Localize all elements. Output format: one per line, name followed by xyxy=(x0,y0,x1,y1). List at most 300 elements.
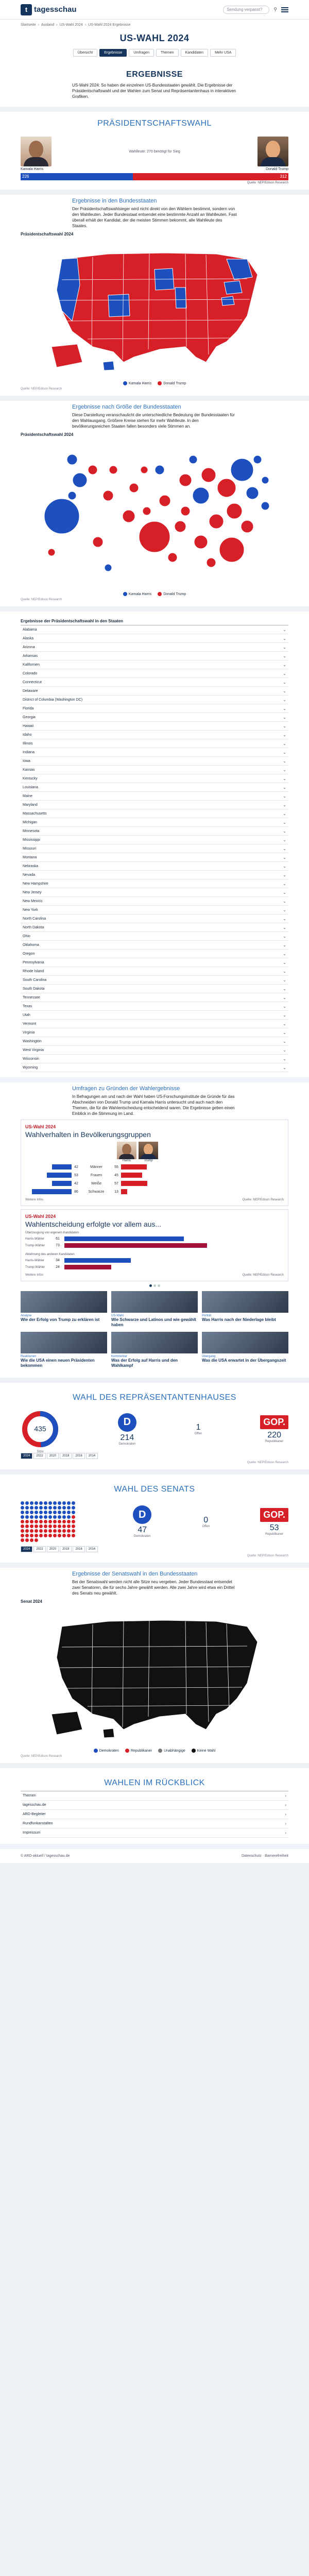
state-name: Virginia xyxy=(23,1030,35,1035)
senate-seat xyxy=(25,1534,29,1537)
retro-item[interactable] xyxy=(21,1819,288,1828)
senate-seat xyxy=(48,1534,52,1537)
state-name: Rhode Island xyxy=(23,969,44,973)
dem-bar xyxy=(52,1164,72,1170)
senate-seat xyxy=(21,1520,24,1523)
chevron-down-icon: ⌄ xyxy=(283,1056,286,1061)
chevron-down-icon: ⌄ xyxy=(283,960,286,965)
state-name: North Carolina xyxy=(23,917,46,921)
teaser-card[interactable] xyxy=(21,1332,107,1368)
senate-seat xyxy=(30,1511,33,1514)
rep-state-bubble xyxy=(139,521,170,552)
teaser-headline: Was Harris nach der Niederlage bleibt xyxy=(202,1317,276,1322)
state-row[interactable] xyxy=(21,985,288,993)
year-tab[interactable]: 2014 xyxy=(86,1546,98,1552)
chevron-down-icon: ⌄ xyxy=(283,872,286,877)
surveys-title: Umfragen zu Gründen der Wahlergebnisse xyxy=(72,1086,180,1092)
chevron-down-icon: ⌄ xyxy=(283,881,286,886)
senate-seat xyxy=(72,1524,75,1528)
results-intro: US-Wahl 2024: So haben die einzelnen US-Bundesstaaten gewählt. Die Ergebnisse der Präsidentschaftswahl und der Wahlen zum Senat und Repräsentantenhaus in interaktiven Grafiken. xyxy=(72,83,236,99)
search-placeholder: Sendung verpasst? xyxy=(227,7,263,12)
chevron-down-icon: ⌄ xyxy=(283,636,286,641)
state-row[interactable] xyxy=(21,792,288,801)
retro-item[interactable] xyxy=(21,1801,288,1810)
dem-value: 42 xyxy=(74,1181,78,1185)
rep-bar xyxy=(121,1164,147,1170)
democrat-logo-icon: D xyxy=(133,1505,151,1524)
rep-state-bubble xyxy=(207,558,216,567)
tab-surveys[interactable]: Umfragen xyxy=(129,49,154,57)
breadcrumb-item[interactable]: Ausland xyxy=(41,23,55,27)
year-tab[interactable]: 2022 xyxy=(33,1546,45,1552)
senate-seat xyxy=(53,1515,57,1519)
year-tab[interactable]: 2024 xyxy=(21,1546,32,1552)
dem-state-bubble xyxy=(231,459,253,481)
senate-seat xyxy=(35,1506,38,1510)
teaser-image xyxy=(202,1291,288,1313)
state-row[interactable] xyxy=(21,696,288,704)
state-row[interactable] xyxy=(21,687,288,696)
chevron-down-icon: ⌄ xyxy=(283,645,286,650)
dem-state-bubble xyxy=(261,502,269,510)
dem-bar xyxy=(47,1173,72,1178)
senate-seat xyxy=(58,1520,61,1523)
chevron-down-icon: ⌄ xyxy=(283,732,286,737)
state-row[interactable] xyxy=(21,1055,288,1063)
senate-seat xyxy=(44,1529,47,1533)
senate-seat xyxy=(21,1501,24,1505)
survey-row xyxy=(25,1180,284,1187)
teaser-card[interactable] xyxy=(21,1291,107,1328)
state-name: Illinois xyxy=(23,741,33,745)
chevron-down-icon: ⌄ xyxy=(283,680,286,685)
state-row[interactable] xyxy=(21,932,288,941)
state-row[interactable] xyxy=(21,958,288,967)
year-tab[interactable]: 2020 xyxy=(47,1546,59,1552)
house-other-caption: Offen xyxy=(194,1432,202,1435)
survey-title: Wahlentscheidung erfolgte vor allem aus... xyxy=(25,1220,162,1228)
state-name: Colorado xyxy=(23,671,38,675)
senate-seat xyxy=(62,1524,66,1528)
senate-seat xyxy=(21,1511,24,1514)
senate-seat xyxy=(53,1524,57,1528)
state-row[interactable] xyxy=(21,879,288,888)
state-name: Oklahoma xyxy=(23,943,39,947)
state-results-list xyxy=(21,625,288,1072)
senate-seat xyxy=(30,1529,33,1533)
state-table-title: Ergebnisse der Präsidentschaftswahl in den Staaten xyxy=(21,619,124,623)
state-name: Indiana xyxy=(23,750,35,754)
senate-seat xyxy=(39,1515,43,1519)
rep-state-bubble xyxy=(194,535,208,549)
dem-state-bubble xyxy=(253,455,262,464)
legend-ind: Unabhängige xyxy=(158,1749,185,1753)
state-name: Pennsylvania xyxy=(23,960,44,964)
senate-seat xyxy=(48,1511,52,1514)
motivation-bar xyxy=(64,1258,131,1263)
trump-photo xyxy=(258,137,288,166)
state-row[interactable] xyxy=(21,897,288,906)
majority-note: Wahlleute: 270 benötigt für Sieg xyxy=(129,150,180,154)
state-row[interactable] xyxy=(21,774,288,783)
state-name: Alaska xyxy=(23,636,34,640)
state-row[interactable] xyxy=(21,783,288,792)
senate-seat xyxy=(58,1524,61,1528)
teaser-kicker: Kommentar xyxy=(111,1355,128,1358)
year-tab[interactable]: 2018 xyxy=(60,1546,72,1552)
tab-candidates[interactable]: Kandidaten xyxy=(181,49,208,57)
senate-seat xyxy=(58,1511,61,1514)
state-row[interactable] xyxy=(21,844,288,853)
rep-state-bubble xyxy=(241,520,253,533)
senate-seat xyxy=(21,1529,24,1533)
senate-seat xyxy=(25,1529,29,1533)
legend-none: Keine Wahl xyxy=(192,1749,216,1753)
state-row[interactable] xyxy=(21,914,288,923)
senate-title: WAHL DES SENATS xyxy=(114,1485,195,1494)
state-row[interactable] xyxy=(21,1020,288,1028)
retro-item-label: Impressum xyxy=(23,1831,41,1835)
retro-item-label: ARD-Begleiter xyxy=(23,1812,46,1816)
senate-seat xyxy=(53,1511,57,1514)
search-input[interactable] xyxy=(223,6,269,14)
survey-card-motivation xyxy=(21,1209,288,1281)
state-row[interactable] xyxy=(21,801,288,809)
chevron-down-icon: ⌄ xyxy=(283,802,286,807)
chevron-down-icon: ⌄ xyxy=(283,925,286,930)
senate-seat xyxy=(62,1534,66,1537)
teaser-card[interactable] xyxy=(111,1332,198,1368)
motivation-bar xyxy=(64,1236,184,1241)
motivation-row xyxy=(25,1235,284,1242)
motivation-bar xyxy=(64,1243,207,1248)
year-tab[interactable]: 2016 xyxy=(73,1453,84,1459)
tab-overview[interactable]: Übersicht xyxy=(73,49,98,57)
chevron-down-icon: ⌄ xyxy=(283,1065,286,1070)
state-row[interactable] xyxy=(21,625,288,634)
senate-rep-caption: Republikaner xyxy=(265,1532,284,1536)
state-row[interactable] xyxy=(21,1046,288,1055)
menu-icon[interactable] xyxy=(281,7,288,12)
year-tab[interactable]: 2022 xyxy=(33,1453,45,1459)
senate-seat xyxy=(39,1534,43,1537)
retro-item[interactable] xyxy=(21,1810,288,1819)
chevron-down-icon: ⌄ xyxy=(283,890,286,895)
surveys-text: In Befragungen am und nach der Wahl haben US-Forschungsinstitute die Gründe für das Abschneiden von Donald Trump und Kamala Harris untersucht und auch nach den Themen, die für die Wahlentscheidung entscheidend waren. Die Ergebnisse geben einen Einblick in die Stimmung im Land. xyxy=(72,1094,235,1116)
motivation-row xyxy=(25,1257,284,1264)
state-row[interactable] xyxy=(21,993,288,1002)
harris-photo-small xyxy=(117,1142,136,1159)
state-row[interactable] xyxy=(21,739,288,748)
state-row[interactable] xyxy=(21,704,288,713)
teaser-card[interactable] xyxy=(202,1332,288,1368)
survey-more-link[interactable]: Weitere Infos xyxy=(25,1274,44,1277)
chevron-down-icon: ⌄ xyxy=(283,627,286,632)
state-row[interactable] xyxy=(21,967,288,976)
senate-seat xyxy=(35,1538,38,1542)
house-total: 435 xyxy=(34,1425,46,1433)
senate-seat xyxy=(58,1506,61,1510)
dem-value: 53 xyxy=(74,1173,78,1177)
senate-map-source: Quelle: NEP/Edison Research xyxy=(21,1755,62,1758)
senate-seat xyxy=(44,1534,47,1537)
state-row[interactable] xyxy=(21,818,288,827)
rep-value: 13 xyxy=(114,1190,118,1194)
state-row[interactable] xyxy=(21,888,288,897)
senate-other-count: 0 xyxy=(203,1515,209,1524)
state-row[interactable] xyxy=(21,862,288,871)
motivation-bar xyxy=(64,1265,111,1269)
senate-seat xyxy=(21,1506,24,1510)
state-name: Arkansas xyxy=(23,654,38,658)
state-name: Minnesota xyxy=(23,829,40,833)
senate-seat xyxy=(62,1520,66,1523)
senate-seat xyxy=(39,1501,43,1505)
state-row[interactable] xyxy=(21,853,288,862)
senate-map-svg xyxy=(31,1606,278,1745)
state-row[interactable] xyxy=(21,827,288,836)
page-title: US-WAHL 2024 xyxy=(0,30,309,46)
breadcrumb-item[interactable]: Startseite xyxy=(21,23,36,27)
rep-bar xyxy=(121,1181,147,1186)
senate-seat xyxy=(44,1501,47,1505)
rep-state-bubble xyxy=(129,483,139,493)
state-row[interactable] xyxy=(21,976,288,985)
senate-seat xyxy=(35,1529,38,1533)
house-year-tabs xyxy=(21,1453,288,1459)
senate-map-label: Senat 2024 xyxy=(21,1599,42,1604)
state-name: District of Columbia (Washington DC) xyxy=(23,698,83,702)
state-row[interactable] xyxy=(21,950,288,958)
retro-item[interactable] xyxy=(21,1791,288,1801)
chevron-down-icon: ⌄ xyxy=(283,1004,286,1009)
us-results-map[interactable] xyxy=(31,239,278,385)
state-row[interactable] xyxy=(21,766,288,774)
retro-item-label: Themen xyxy=(23,1794,36,1798)
site-logo[interactable] xyxy=(21,4,77,15)
voter-group-label: Harris-Wähler xyxy=(25,1237,45,1241)
chevron-right-icon: › xyxy=(285,1812,286,1817)
house-rep-count: 220 xyxy=(267,1431,281,1439)
dem-electoral-bar: 226 xyxy=(21,173,133,180)
year-tab[interactable]: 2016 xyxy=(73,1546,84,1552)
state-name: Ohio xyxy=(23,934,30,938)
chevron-down-icon: ⌄ xyxy=(283,706,286,711)
chevron-down-icon: ⌄ xyxy=(283,697,286,702)
tab-topics[interactable]: Themen xyxy=(156,49,179,57)
state-name: Utah xyxy=(23,1013,30,1017)
survey-more-link[interactable]: Weitere Infos xyxy=(25,1198,44,1201)
rep-state-bubble xyxy=(209,514,224,529)
state-name: Oregon xyxy=(23,952,35,956)
state-row[interactable] xyxy=(21,634,288,643)
chevron-down-icon: ⌄ xyxy=(283,828,286,834)
state-name: Wyoming xyxy=(23,1065,38,1070)
state-row[interactable] xyxy=(21,941,288,950)
dem-state-bubble xyxy=(67,454,77,465)
state-row[interactable] xyxy=(21,713,288,722)
year-tab[interactable]: 2018 xyxy=(60,1453,72,1459)
state-row[interactable] xyxy=(21,660,288,669)
senate-seat xyxy=(48,1529,52,1533)
senate-year-tabs xyxy=(21,1546,288,1552)
senate-seat xyxy=(67,1529,71,1533)
senate-seat xyxy=(30,1538,33,1542)
senate-seat xyxy=(53,1501,57,1505)
state-row[interactable] xyxy=(21,669,288,678)
chevron-down-icon: ⌄ xyxy=(283,653,286,658)
year-tab[interactable]: 2024 xyxy=(21,1453,32,1459)
teaser-headline: Was die USA erwartet in der Übergangszeit xyxy=(202,1358,286,1363)
legend-rep: Donald Trump xyxy=(158,592,186,596)
teaser-card[interactable] xyxy=(111,1291,198,1328)
state-row[interactable] xyxy=(21,722,288,731)
chevron-down-icon: ⌄ xyxy=(283,934,286,939)
map2-source: Quelle: NEP/Edison Research xyxy=(21,598,62,601)
senate-seat xyxy=(30,1534,33,1537)
senate-seat xyxy=(21,1524,24,1528)
state-name: Massachusetts xyxy=(23,811,47,816)
state-row[interactable] xyxy=(21,836,288,844)
senate-seat xyxy=(30,1506,33,1510)
bubble-map[interactable] xyxy=(31,439,278,596)
senate-map[interactable] xyxy=(31,1606,278,1753)
dem-state-bubble xyxy=(44,499,79,534)
rep-state-bubble xyxy=(227,503,242,519)
senate-seat xyxy=(35,1520,38,1523)
breadcrumb-item[interactable]: US-Wahl 2024 xyxy=(59,23,83,27)
democrat-logo-icon: D xyxy=(118,1413,136,1432)
rep-state-bubble xyxy=(179,474,192,486)
rep-bar xyxy=(121,1173,142,1178)
state-row[interactable] xyxy=(21,923,288,932)
rep-state-bubble xyxy=(48,549,55,556)
tab-results[interactable]: Ergebnisse xyxy=(99,49,127,57)
state-row[interactable] xyxy=(21,906,288,914)
senate-seat xyxy=(25,1538,29,1542)
state-name: New Jersey xyxy=(23,890,42,894)
motivation-row xyxy=(25,1242,284,1249)
chevron-right-icon: › xyxy=(285,1831,286,1835)
retro-item[interactable] xyxy=(21,1828,288,1838)
house-rep-caption: Republikaner xyxy=(265,1440,284,1443)
rep-electoral-bar: 312 xyxy=(133,173,288,180)
state-row[interactable] xyxy=(21,748,288,757)
teaser-card[interactable] xyxy=(202,1291,288,1328)
group-label: Weiße xyxy=(91,1181,102,1185)
senate-seat xyxy=(53,1520,57,1523)
senate-seat xyxy=(58,1501,61,1505)
chevron-down-icon: ⌄ xyxy=(283,951,286,956)
dem-bar xyxy=(52,1181,72,1186)
state-name: South Carolina xyxy=(23,978,47,982)
retro-item-label: tagesschau.de xyxy=(23,1803,46,1807)
state-row[interactable] xyxy=(21,871,288,879)
senate-seat xyxy=(58,1529,61,1533)
state-row[interactable] xyxy=(21,1028,288,1037)
state-name: Washington xyxy=(23,1039,42,1043)
state-row[interactable] xyxy=(21,643,288,652)
senate-seat xyxy=(39,1506,43,1510)
teaser-headline: Was der Erfolg auf Harris und den Wahlkampf xyxy=(111,1358,178,1368)
carousel-dots[interactable] xyxy=(0,1284,309,1287)
senate-seat xyxy=(72,1506,75,1510)
house-source: Quelle: NEP/Edison Research xyxy=(247,1461,288,1464)
state-row[interactable] xyxy=(21,678,288,687)
chevron-down-icon: ⌄ xyxy=(283,1012,286,1018)
chevron-down-icon: ⌄ xyxy=(283,741,286,746)
state-row[interactable] xyxy=(21,1002,288,1011)
chevron-right-icon: › xyxy=(285,1793,286,1798)
state-row[interactable] xyxy=(21,652,288,660)
senate-seat xyxy=(72,1501,75,1505)
chevron-down-icon: ⌄ xyxy=(283,1021,286,1026)
rep-value: 55 xyxy=(114,1165,118,1169)
survey-kicker: US-Wahl 2024 xyxy=(25,1124,56,1129)
dem-state-bubble xyxy=(193,487,209,504)
state-row[interactable] xyxy=(21,731,288,739)
state-row[interactable] xyxy=(21,809,288,818)
breadcrumb-item: US-Wahl 2024 Ergebnisse xyxy=(88,23,131,27)
senate-dem-caption: Demokraten xyxy=(133,1535,151,1538)
chevron-down-icon: ⌄ xyxy=(283,785,286,790)
state-row[interactable] xyxy=(21,1011,288,1020)
senate-seat xyxy=(25,1511,29,1514)
survey-card-groups xyxy=(21,1120,288,1206)
state-row[interactable] xyxy=(21,1063,288,1072)
survey-source: Quelle: NEP/Edison Research xyxy=(242,1198,284,1201)
chevron-down-icon: ⌄ xyxy=(283,723,286,728)
retro-item-label: Rundfunkanstalten xyxy=(23,1822,53,1825)
chevron-down-icon: ⌄ xyxy=(283,811,286,816)
logo-mark-icon: t xyxy=(21,4,32,15)
footer-links[interactable]: Datenschutz · Barrierefreiheit xyxy=(241,1854,288,1858)
dem-state-bubble xyxy=(155,465,164,474)
map2-text: Diese Darstellung veranschaulicht die unterschiedliche Bedeutung der Bundesstaaten für den Wahlausgang. Größere Kreise stehen für mehr Wahlleute. In den bevölkerungsreichen Staaten fallen besonders viele Stimmen an. xyxy=(72,413,235,429)
state-row[interactable] xyxy=(21,1037,288,1046)
state-row[interactable] xyxy=(21,757,288,766)
chevron-down-icon: ⌄ xyxy=(283,855,286,860)
year-tab[interactable]: 2020 xyxy=(47,1453,59,1459)
senate-seat xyxy=(62,1529,66,1533)
chevron-down-icon: ⌄ xyxy=(283,942,286,947)
year-tab[interactable]: 2014 xyxy=(86,1453,98,1459)
legend-dem: Demokraten xyxy=(94,1749,119,1753)
house-dem-caption: Demokraten xyxy=(118,1442,136,1446)
state-name: South Dakota xyxy=(23,987,45,991)
senate-seat-chart xyxy=(21,1501,82,1542)
senate-seat xyxy=(58,1534,61,1537)
motivation-row xyxy=(25,1264,284,1270)
chevron-down-icon: ⌄ xyxy=(283,899,286,904)
state-name: Maine xyxy=(23,794,33,798)
state-name: Arizona xyxy=(23,645,35,649)
survey-row xyxy=(25,1188,284,1195)
tab-more-usa[interactable]: Mehr USA xyxy=(210,49,236,57)
senate-seat xyxy=(44,1515,47,1519)
house-title: WAHL DES REPRÄSENTANTENHAUSES xyxy=(73,1393,236,1402)
search-icon[interactable]: ⚲ xyxy=(273,7,277,12)
senate-seat xyxy=(35,1515,38,1519)
survey-row xyxy=(25,1172,284,1179)
senate-seat xyxy=(30,1524,33,1528)
senate-seat xyxy=(25,1501,29,1505)
senate-seat xyxy=(67,1501,71,1505)
senate-seat xyxy=(21,1515,24,1519)
state-name: Connecticut xyxy=(23,680,42,684)
group1-label: Überzeugung von eigenem Kandidaten xyxy=(25,1231,79,1234)
map1-text: Der Präsidentschaftswahlsieger wird nicht direkt von den Wählern bestimmt, sondern von den Wahlleuten. Jeder Bundesstaat entsendet eine bestimmte Anzahl an Wahlleuten. Fast überall erhält der Kandidat, der die meisten Stimmen bekommt, alle Wahlleute des Staates. xyxy=(72,207,237,228)
